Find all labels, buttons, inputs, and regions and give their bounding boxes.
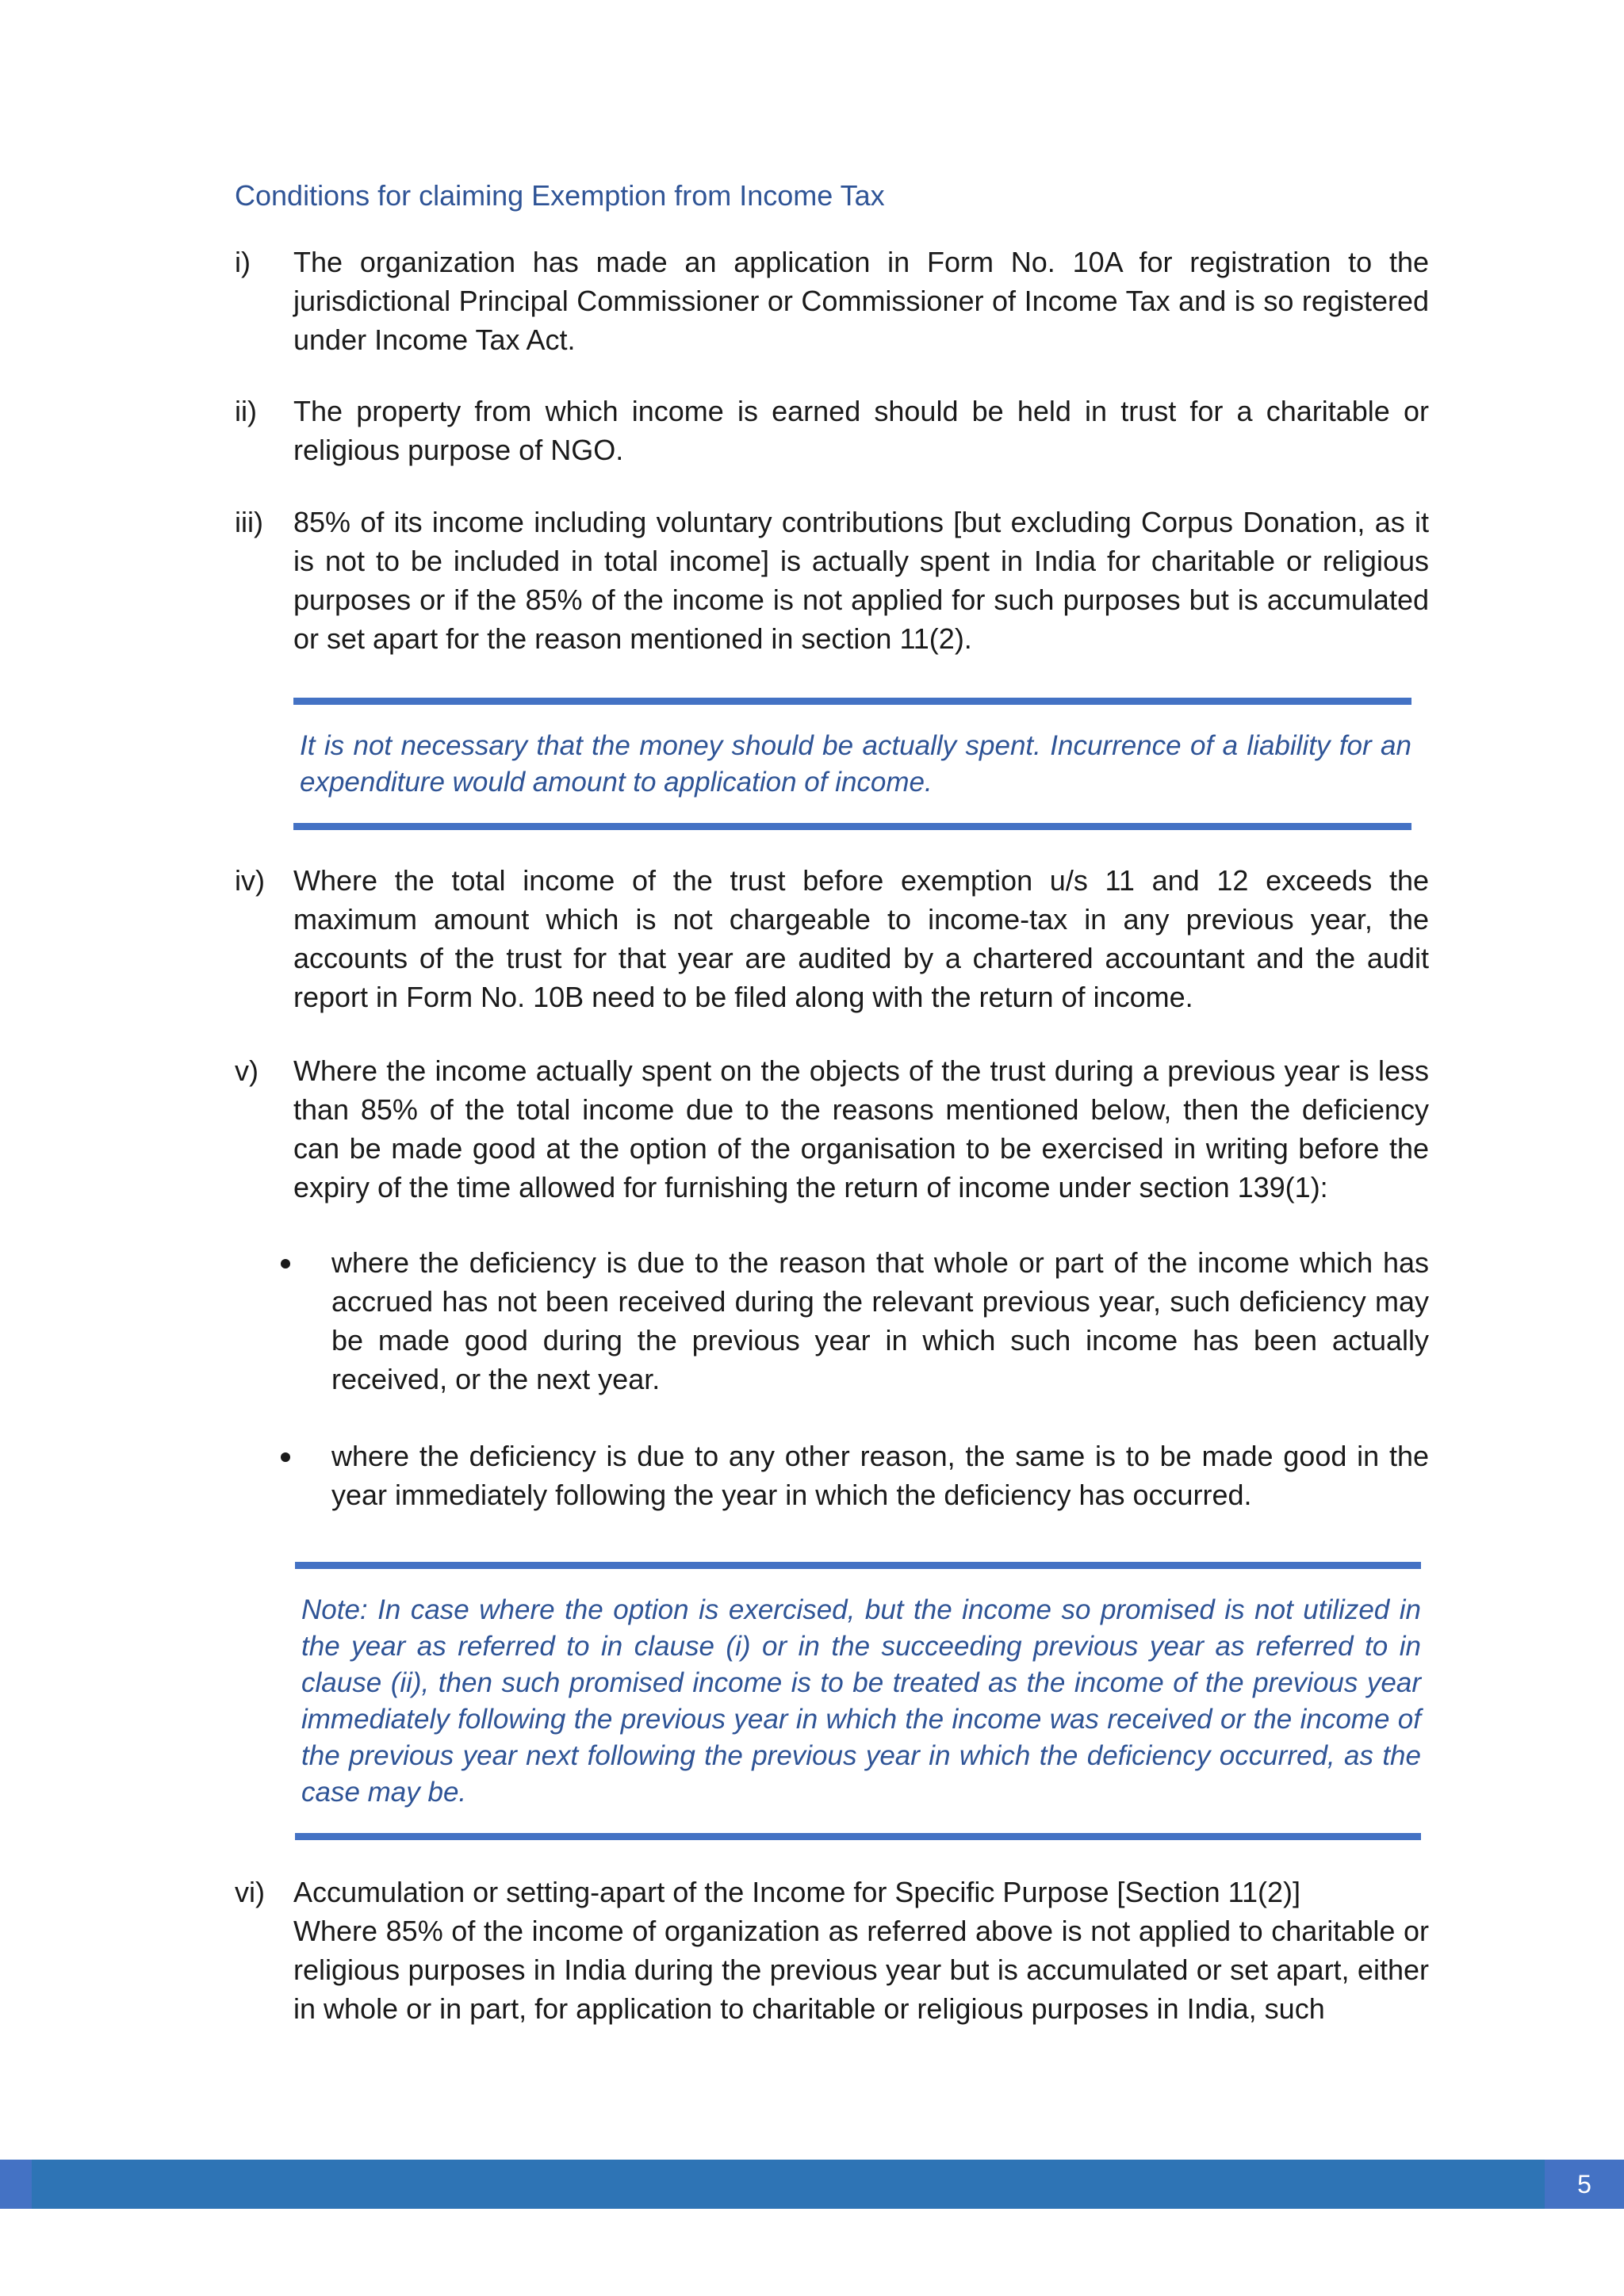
callout-top-rule — [295, 1562, 1421, 1569]
footer-bar — [0, 2160, 1624, 2209]
item-number: ii) — [235, 395, 257, 427]
condition-item-v — [235, 1051, 1429, 1207]
page-number-box — [1545, 2160, 1624, 2209]
item-text: The property from which income is earned should be held in trust for a charitable or religious purpose of NGO. — [293, 395, 1429, 466]
bullet-item — [281, 1243, 1429, 1399]
item-number: vi) — [235, 1876, 265, 1908]
callout-top-rule — [293, 698, 1411, 705]
item-text: Where the income actually spent on the objects of the trust during a previous year is less than 85% of the total income due to the reasons mentioned below, then the deficiency can be made good at the option of the organisation to be exercised in writing before the expiry of the time allowed for furnishing the return of income under section 139(1): — [293, 1054, 1429, 1203]
item-number: v) — [235, 1054, 259, 1087]
item-text: Where 85% of the income of organization as referred above is not applied to charitable or religious purposes in India during the previous year but is accumulated or set apart, either in whole or in part, for application to charitable or religious purposes in India, such — [293, 1915, 1429, 2025]
page-number: 5 — [1577, 2170, 1591, 2198]
callout-bottom-rule — [295, 1833, 1421, 1840]
item-number: iii) — [235, 506, 263, 538]
callout-text: Note: In case where the option is exercised, but the income so promised is not utilized in the year as referred to in clause (i) or in the succeeding previous year as referred to in clause (ii), then such promised income is to be treated as the income of the previous year immediately following the previous year in which the income was received or the income of the previous year next following the previous year in which the deficiency occurred, as the case may be. — [301, 1594, 1421, 1808]
item-number: i) — [235, 246, 251, 278]
item-text: 85% of its income including voluntary contributions [but excluding Corpus Donation, as it is not to be included in total income] is actually spent in India for charitable or religious purposes or if the 85% of the income is not applied for such purposes but is accumulated or set apart for the reason mentioned in section 11(2). — [293, 506, 1429, 655]
section-heading: Conditions for claiming Exemption from Income Tax — [235, 179, 885, 212]
callout-box-liability — [293, 698, 1411, 834]
bullet-item — [281, 1437, 1429, 1514]
condition-item-ii — [235, 392, 1429, 469]
callout-bottom-rule — [293, 823, 1411, 830]
item-text-block — [293, 1873, 1429, 2028]
condition-item-iii — [235, 503, 1429, 658]
condition-item-iv — [235, 861, 1429, 1016]
bullet-dot — [281, 1259, 290, 1269]
item-number: iv) — [235, 864, 265, 897]
bullet-text: where the deficiency is due to the reason that whole or part of the income which has accrued has not been received during the relevant previous year, such deficiency may be made good during the previous year in which such income has been actually received, or the next year. — [331, 1246, 1429, 1395]
footer-accent — [0, 2160, 32, 2209]
item-text: The organization has made an application in Form No. 10A for registration to the jurisdictional Principal Commissioner or Commissioner of Income Tax and is so registered under Income Tax Act. — [293, 246, 1429, 356]
condition-item-i — [235, 243, 1429, 359]
bullet-text: where the deficiency is due to any other reason, the same is to be made good in the year immediately following the year in which the deficiency has occurred. — [331, 1440, 1429, 1511]
bullet-dot — [281, 1452, 290, 1462]
condition-item-vi — [235, 1873, 1429, 2028]
item-text: Where the total income of the trust before exemption u/s 11 and 12 exceeds the maximum amount which is not chargeable to income-tax in any previous year, the accounts of the trust for that year are audited by a chartered accountant and the audit report in Form No. 10B need to be filed along with the return of income. — [293, 864, 1429, 1013]
callout-box-note — [295, 1562, 1421, 1844]
callout-text: It is not necessary that the money should be actually spent. Incurrence of a liability for an expenditure would amount to application of income. — [300, 730, 1411, 798]
item-subtitle: Accumulation or setting-apart of the Income for Specific Purpose [Section 11(2)] — [293, 1876, 1300, 1908]
